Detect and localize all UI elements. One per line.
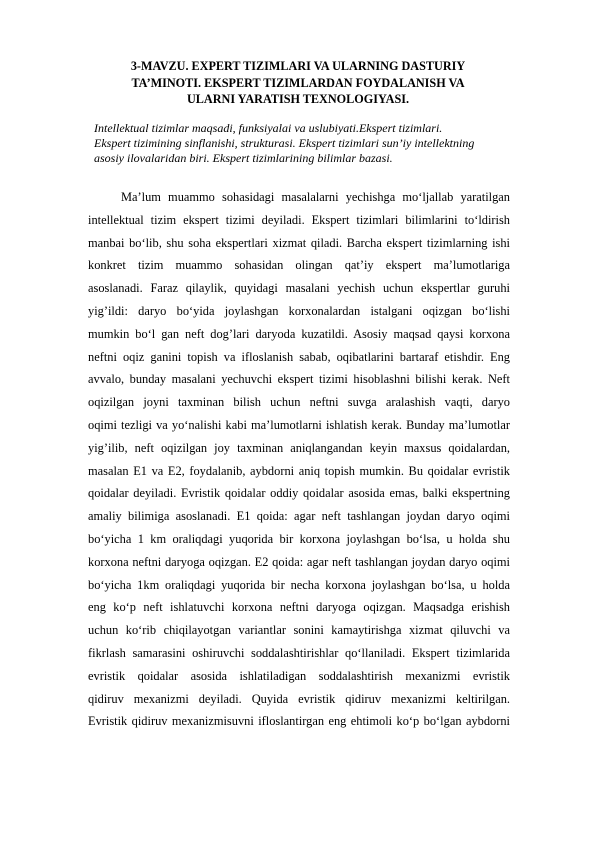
body-line: bo‘yicha 1 km oraliqdagi yuqorida bir korxona joylashgan bo‘lsa, u holda shu — [88, 531, 510, 546]
body-line: amaliy bilimiga asoslanadi. E1 qoida: agar neft tashlangan joydan daryo oqimi — [88, 509, 510, 524]
body-line: neftni oqiz ganini topish va ifloslanish sabab, oqibatlarini bartaraf etishdir. Eng — [88, 349, 510, 364]
body-line: asoslanadi. Faraz qilaylik, quyidagi masalani yechish uchun ekspertlar guruhi — [88, 281, 510, 296]
body-line: qidiruv mexanizmi deyiladi. Quyida evristik qidiruv mexanizmi keltirilgan. — [88, 691, 510, 706]
body-paragraph — [88, 186, 510, 733]
body-line: oqimi tezligi va yo‘nalishi kabi ma’lumotlarni ishlatish kerak. Bunday ma’lumotlar — [88, 417, 510, 432]
body-line: fikrlash samarasini oshiruvchi soddalashtirishlar qo‘llaniladi. Ekspert tizimlarida — [88, 645, 510, 660]
body-line: konkret tizim muammo sohasidan olingan qat’iy ekspert ma’lumotlariga — [88, 258, 510, 273]
title-line: TA’MINOTI. EKSPERT TIZIMLARDAN FOYDALANISH VA — [131, 75, 465, 90]
summary-line: asosiy ilovalaridan biri. Ekspert tizimlarining bilimlar bazasi. — [94, 151, 393, 165]
body-line: Evristik qidiruv mexanizmisuvni ifloslantirgan eng ehtimoli ko‘p bo‘lgan aybdorni — [88, 714, 510, 729]
body-line: manbai bo‘lib, shu soha ekspertlari xizmat qiladi. Barcha ekspert tizimlarning ishi — [88, 235, 510, 250]
body-line: yig’ilib, neft oqizilgan joy taxminan aniqlangandan keyin maxsus qoidalardan, — [88, 440, 510, 455]
body-line: korxona neftni daryoga oqizgan. E2 qoida: agar neft tashlangan joydan daryo oqimi — [88, 554, 510, 569]
summary-line: Ekspert tizimining sinflanishi, strukturasi. Ekspert tizimlari sun’iy intellektning — [94, 136, 475, 150]
body-line: uchun ko‘rib chiqilayotgan variantlar sonini kamaytirishga xizmat qiluvchi va — [88, 623, 510, 638]
body-line: eng ko‘p neft ishlatuvchi korxona neftni daryoga oqizgan. Maqsadga erishish — [88, 600, 510, 615]
body-line: intellektual tizim ekspert tizimi deyiladi. Ekspert tizimlari bilimlarini to‘ldirish — [88, 212, 510, 227]
title-line: ULARNI YARATISH TEXNOLOGIYASI. — [186, 92, 410, 106]
body-line: evristik qoidalar asosida ishlatiladigan soddalashtirish mexanizmi evristik — [88, 668, 510, 683]
body-line: mumkin bo‘l gan neft dog’lari daryoda kuzatildi. Asosiy maqsad qaysi korxona — [88, 326, 510, 341]
summary-line: Intellektual tizimlar maqsadi, funksiyalai va uslubiyati.Ekspert tizimlari. — [94, 121, 443, 135]
section-title — [60, 58, 536, 108]
body-line: bo‘yicha 1km oraliqdagi yuqorida bir necha korxona joylashgan bo‘lsa, u holda — [88, 577, 510, 592]
body-line: Ma’lum muammo sohasidagi masalalarni yechishga mo‘ljallab yaratilgan — [121, 190, 510, 204]
body-line: avvalo, bunday masalani yechuvchi ekspert tizimi hisoblashni bilishi kerak. Neft — [88, 372, 510, 387]
topic-summary — [94, 121, 564, 166]
body-line: masalan E1 va E2, foydalanib, aybdorni aniq topish mumkin. Bu qoidalar evristik — [88, 463, 510, 478]
body-line: yig’ildi: daryo bo‘yida joylashgan korxonalardan istalgani oqizgan bo‘lishi — [88, 303, 510, 318]
title-line: 3-MAVZU. EXPERT TIZIMLARI VA ULARNING DASTURIY — [130, 59, 466, 73]
body-line: oqizilgan joyni taxminan bilish uchun neftni suvga aralashish vaqti, daryo — [88, 395, 510, 410]
body-line: qoidalar deyiladi. Evristik qoidalar oddiy qoidalar asosida emas, balki ekspertning — [88, 486, 510, 501]
